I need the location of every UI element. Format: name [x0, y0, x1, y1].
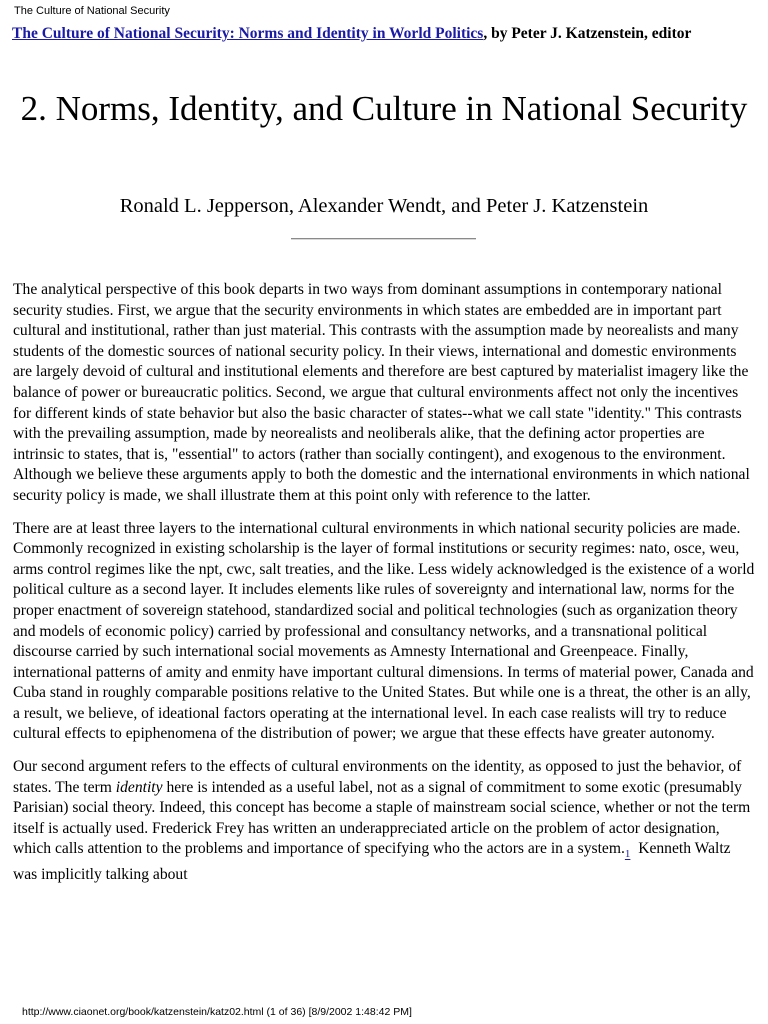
divider [291, 238, 476, 240]
paragraph-3-text-a: Our second argument refers to the effects of cultural environments on the identity, as opposed to just the behavior, of states. The term [13, 758, 742, 796]
article-body [13, 280, 758, 898]
paragraph-2: There are at least three layers to the international cultural environments in which national security policies are made. Commonly recognized in existing scholarship is the layer of formal institutions or security regimes: nato, osce, weu, arms control regimes like the npt, cwc, salt treaties, and the like. Less widely acknowledged is the existence of a world political culture as a second layer. It includes elements like rules of sovereignty and international law, norms for the proper enactment of sovereign statehood, standardized social and political technologies (such as organization theory and models of economic policy) carried by professional and consultancy networks, and a transnational political discourse carried by such international social movements as Amnesty International and Greenpeace. Finally, international patterns of amity and enmity have important cultural dimensions. In terms of material power, Canada and Cuba stand in roughly comparable positions relative to the United States. But while one is a threat, the other is an ally, a result, we believe, of ideational factors operating at the international level. In each case realists will try to reduce cultural effects to epiphenomena of the distribution of power; we argue that these effects have greater autonomy. [13, 519, 755, 743]
chapter-authors: Ronald L. Jepperson, Alexander Wendt, and Peter J. Katzenstein [119, 195, 649, 217]
breadcrumb-editor: , by Peter J. Katzenstein, editor [483, 25, 692, 42]
book-title-link[interactable]: The Culture of National Security: Norms and Identity in World Politics [12, 25, 484, 42]
print-header: The Culture of National Security [14, 5, 170, 17]
paragraph-3 [13, 757, 758, 886]
chapter-title: 2. Norms, Identity, and Culture in National Security [20, 89, 748, 128]
footnote-link-1[interactable]: 1 [624, 848, 631, 861]
paragraph-3-text-b: here is intended as a useful label, not as a signal of commitment to some exotic (presumably Parisian) social theory. Indeed, this concept has become a staple of mainstream social science, whether or not the term itself is actually used. Frederick Frey has written an underappreciated article on the problem of actor designation, which calls attention to the problems and importance of specifying who the actors are in a system. [13, 778, 751, 858]
paragraph-1: The analytical perspective of this book departs in two ways from dominant assumptions in contemporary national security studies. First, we argue that the security environments in which states are embedded are in important part cultural and institutional, rather than just material. This contrasts with the assumption made by neorealists and many students of the domestic sources of national security policy. In their views, international and domestic environments are largely devoid of cultural and institutional elements and therefore are best captured by materialist imagery like the balance of power or bureaucratic politics. Second, we argue that cultural environments affect not only the incentives for different kinds of state behavior but also the basic character of states--what we call state "identity." This contrasts with the prevailing assumption, made by neorealists and neoliberals alike, that the defining actor properties are intrinsic to states, that is, "essential" to actors (rather than socially contingent), and exogenous to the environment. Although we believe these arguments apply to both the domestic and the international environments in which national security policy is made, we shall illustrate them at this point only with reference to the latter. [13, 281, 750, 504]
print-footer: http://www.ciaonet.org/book/katzenstein/katz02.html (1 of 36) [8/9/2002 1:48:42 PM] [22, 1006, 412, 1018]
paragraph-3-text-c: Kenneth Waltz was implicitly talking about [13, 840, 735, 884]
breadcrumb [12, 25, 691, 43]
identity-term: identity [115, 778, 163, 796]
